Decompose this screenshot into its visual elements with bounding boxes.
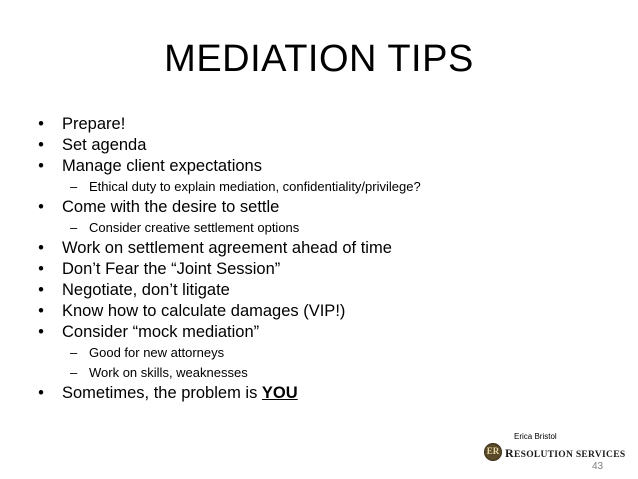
bullet-item xyxy=(34,301,614,322)
resolution-services-logo xyxy=(484,443,626,461)
sub-bullet-item xyxy=(34,363,614,383)
bullet-item xyxy=(34,197,614,218)
bullet-list xyxy=(34,114,614,404)
bullet-text: Don’t Fear the “Joint Session” xyxy=(62,260,281,278)
bullet-text: Come with the desire to settle xyxy=(62,198,280,216)
bullet-item xyxy=(34,238,614,259)
bullet-marker: • xyxy=(38,384,44,402)
bullet-marker: • xyxy=(38,136,44,154)
bullet-marker: • xyxy=(38,302,44,320)
bullet-item xyxy=(34,322,614,343)
logo-initial: R xyxy=(505,446,514,460)
bullet-text: Know how to calculate damages (VIP!) xyxy=(62,302,346,320)
bullet-item xyxy=(34,135,614,156)
sub-bullet-text: Work on skills, weaknesses xyxy=(89,365,248,380)
bullet-item xyxy=(34,280,614,301)
bullet-marker: • xyxy=(38,260,44,278)
logo-text: ESOLUTION SERVICES xyxy=(513,450,626,460)
slide-title: MEDIATION TIPS xyxy=(164,38,474,80)
sub-bullet-marker: – xyxy=(70,220,78,235)
bullet-marker: • xyxy=(38,323,44,341)
bullet-text: Manage client expectations xyxy=(62,157,262,175)
bullet-text: Prepare! xyxy=(62,115,126,133)
bullet-marker: • xyxy=(38,239,44,257)
bullet-item xyxy=(34,156,614,177)
logo-wordmark xyxy=(505,446,625,461)
sub-bullet-marker: – xyxy=(70,179,78,194)
bullet-item xyxy=(34,259,614,280)
presenter-credit: Erica Bristol xyxy=(514,432,557,441)
bullet-marker: • xyxy=(38,281,44,299)
sub-bullet-item xyxy=(34,218,614,238)
bullet-emphasis: YOU xyxy=(261,384,298,402)
bullet-item xyxy=(34,114,614,135)
bullet-text: Negotiate, don’t litigate xyxy=(62,281,230,299)
logo-monogram-icon xyxy=(484,443,502,461)
bullet-item xyxy=(34,383,614,404)
bullet-text: Sometimes, the problem is xyxy=(62,384,262,402)
sub-bullet-text: Ethical duty to explain mediation, confidentiality/privilege? xyxy=(89,179,421,194)
bullet-marker: • xyxy=(38,157,44,175)
sub-bullet-item xyxy=(34,343,614,363)
sub-bullet-marker: – xyxy=(70,365,78,380)
sub-bullet-item xyxy=(34,177,614,197)
bullet-marker: • xyxy=(38,198,44,216)
sub-bullet-marker: – xyxy=(70,345,78,360)
bullet-text: Set agenda xyxy=(62,136,147,154)
page-number: 43 xyxy=(592,461,604,472)
sub-bullet-text: Good for new attorneys xyxy=(89,345,225,360)
bullet-marker: • xyxy=(38,115,44,133)
bullet-text: Work on settlement agreement ahead of time xyxy=(62,239,392,257)
sub-bullet-text: Consider creative settlement options xyxy=(89,220,300,235)
logo-monogram: ER xyxy=(486,446,500,456)
bullet-text: Consider “mock mediation” xyxy=(62,323,260,341)
